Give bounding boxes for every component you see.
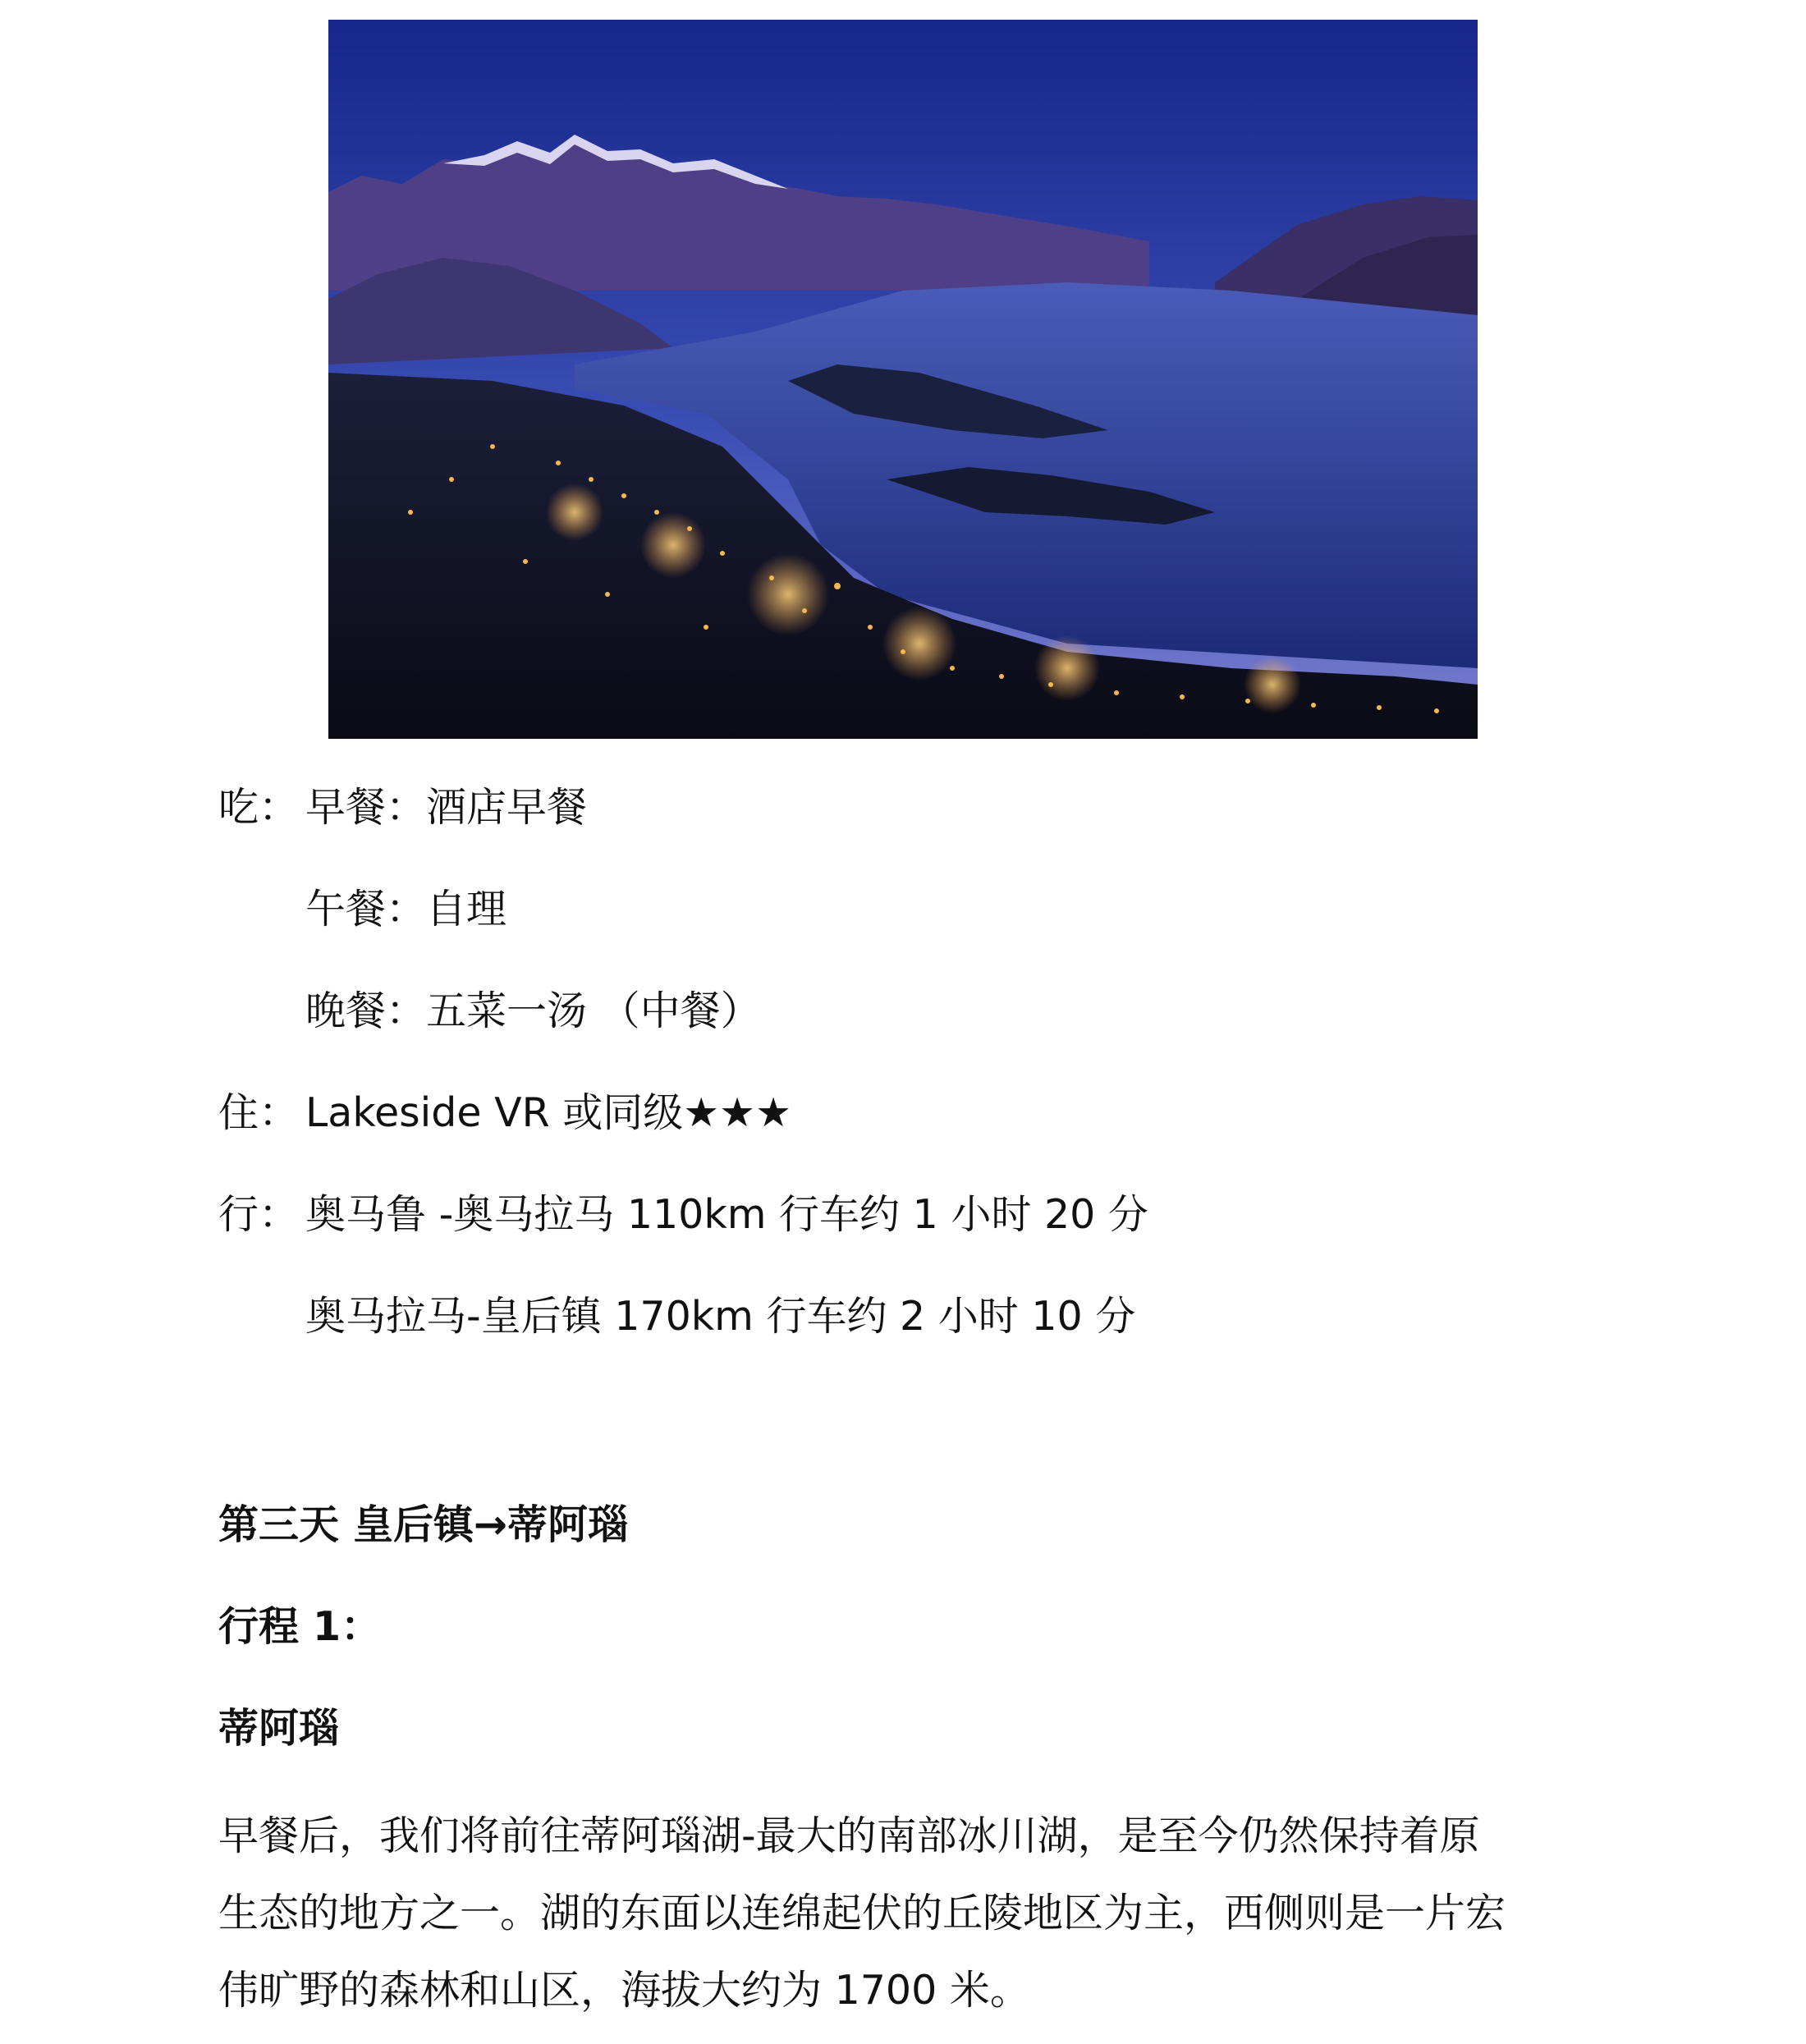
description-line: 伟旷野的森林和山区，海拔大约为 1700 米。 <box>218 1967 1030 2014</box>
description-line: 早餐后，我们将前往蒂阿瑙湖-最大的南部冰川湖，是至今仍然保持着原 <box>218 1813 1480 1859</box>
place-title: 蒂阿瑙 <box>218 1705 340 1752</box>
description-paragraph <box>218 1798 1614 2029</box>
itinerary-label: 行程 1： <box>218 1603 382 1650</box>
day-3-heading: 第三天 皇后镇→蒂阿瑙 <box>218 1501 629 1548</box>
route-1-text: 奥马鲁 -奥马拉马 110km 行车约 1 小时 20 分 <box>305 1191 1148 1238</box>
travel-row <box>218 1190 1148 1240</box>
breakfast-text: 早餐：酒店早餐 <box>305 784 588 831</box>
stay-text: Lakeside VR 或同级★★★ <box>305 1089 791 1136</box>
travel-label: 行： <box>218 1191 300 1238</box>
meals-breakfast-row <box>218 783 587 832</box>
queenstown-lake-photo <box>328 20 1478 739</box>
dinner-text: 晚餐：五菜一汤 （中餐） <box>305 988 761 1034</box>
meals-label: 吃： <box>218 784 300 831</box>
stay-row <box>218 1088 791 1138</box>
lunch-text: 午餐：自理 <box>305 886 507 933</box>
description-line: 生态的地方之一。湖的东面以连绵起伏的丘陵地区为主，西侧则是一片宏 <box>218 1890 1506 1936</box>
stay-label: 住： <box>218 1089 300 1136</box>
route-2-text: 奥马拉马-皇后镇 170km 行车约 2 小时 10 分 <box>305 1293 1136 1340</box>
